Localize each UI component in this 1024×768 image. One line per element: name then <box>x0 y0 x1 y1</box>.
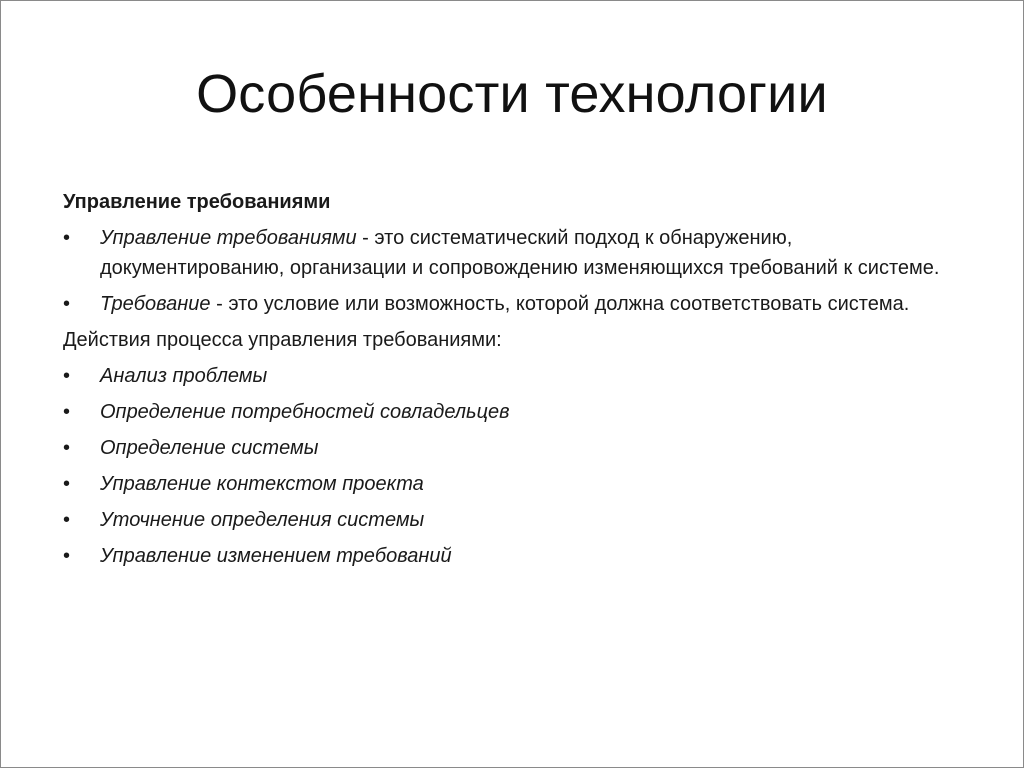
action-text: Уточнение определения системы <box>100 509 425 531</box>
bullet-marker: • <box>63 227 71 249</box>
slide-title: Особенности технологии <box>196 64 828 124</box>
bullet-marker: • <box>63 545 71 567</box>
action-item <box>63 505 963 535</box>
action-item <box>63 397 963 427</box>
action-item <box>63 361 963 391</box>
bullet-marker: • <box>63 401 71 423</box>
action-text: Определение потребностей совладельцев <box>100 401 510 423</box>
section-heading: Управление требованиями <box>63 191 331 213</box>
definition-term: Требование <box>100 293 211 315</box>
action-item <box>63 433 963 463</box>
action-item <box>63 541 963 571</box>
action-item <box>63 469 963 499</box>
actions-heading: Действия процесса управления требованиями: <box>63 329 502 351</box>
slide-body <box>63 187 963 577</box>
definition-term: Управление требованиями <box>100 227 357 249</box>
definition-text: - это систематический подход к обнаружению, документированию, организации и сопровождению изменяющихся требований к системе. <box>100 227 940 279</box>
bullet-marker: • <box>63 365 71 387</box>
action-text: Анализ проблемы <box>100 365 268 387</box>
definition-text: - это условие или возможность, которой должна соответствовать система. <box>210 293 910 315</box>
bullet-marker: • <box>63 437 71 459</box>
action-text: Определение системы <box>100 437 319 459</box>
bullet-marker: • <box>63 509 71 531</box>
action-text: Управление изменением требований <box>100 545 452 567</box>
definition-item <box>63 223 963 283</box>
bullet-marker: • <box>63 293 71 315</box>
definition-item <box>63 289 963 319</box>
action-text: Управление контекстом проекта <box>100 473 424 495</box>
bullet-marker: • <box>63 473 71 495</box>
